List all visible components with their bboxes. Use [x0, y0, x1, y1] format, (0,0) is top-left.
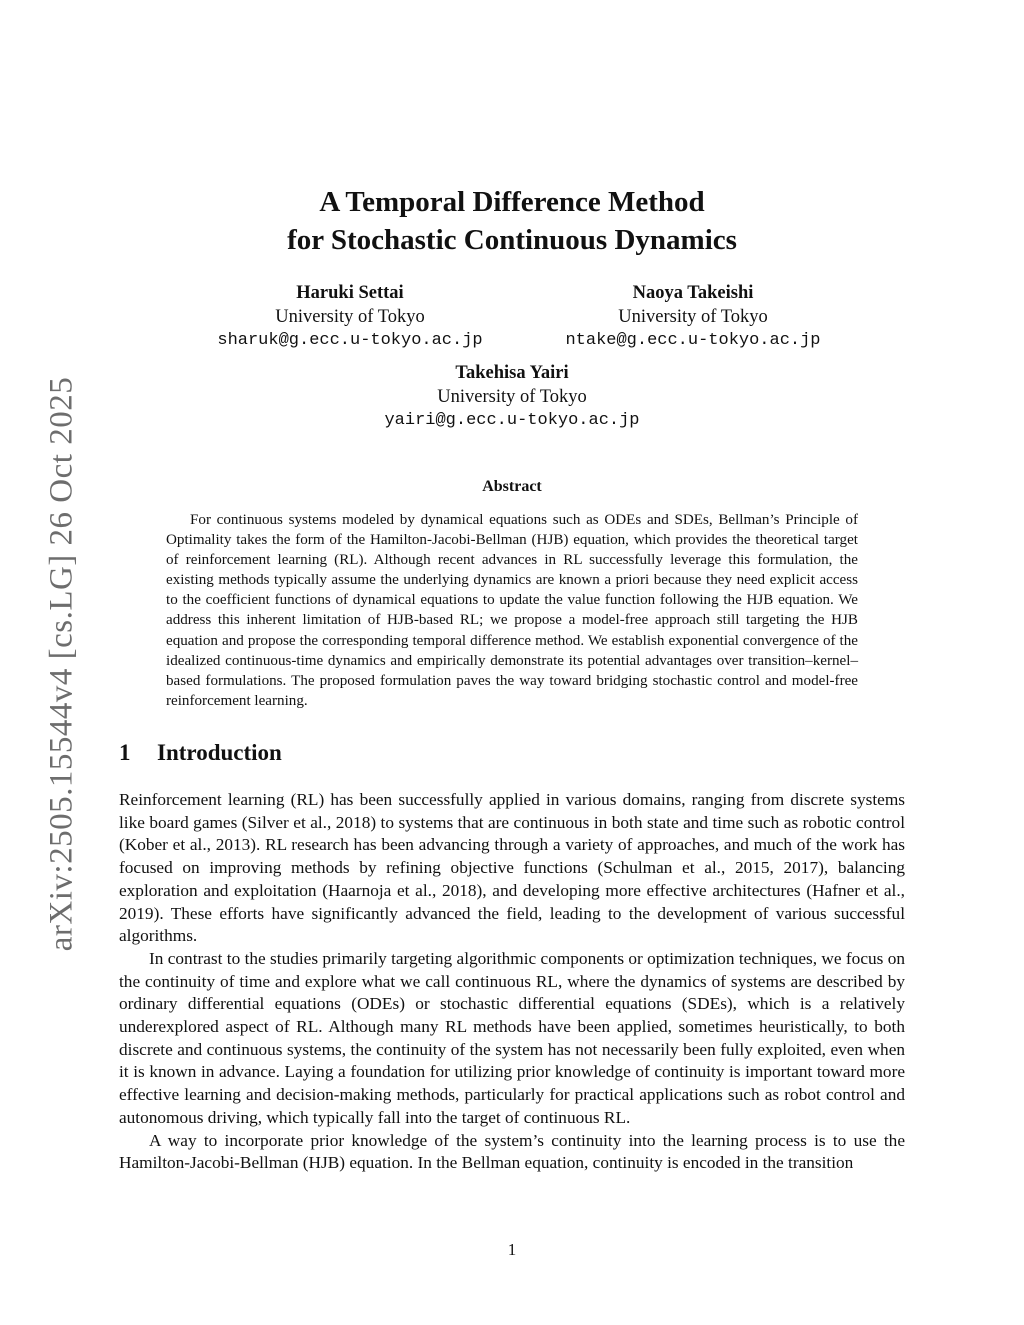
author-email[interactable]: ntake@g.ecc.u-tokyo.ac.jp [565, 331, 821, 350]
author-email[interactable]: yairi@g.ecc.u-tokyo.ac.jp [384, 411, 640, 430]
section-number: 1 [119, 740, 131, 765]
author-name: Naoya Takeishi [632, 283, 754, 303]
section-heading [119, 740, 282, 766]
section-body [119, 789, 905, 1175]
paragraph: Reinforcement learning (RL) has been successfully applied in various domains, ranging from discrete systems like board games (Silver et al., 2018) to systems that are continuous in both state and time such as robotic control (Kober et al., 2013). RL research has been advancing through a variety of approaches, and much of the work has focused on improving methods by refining objective functions (Schulman et al., 2015, 2017), balancing exploration and exploitation (Haarnoja et al., 2018), and developing more effective architectures (Hafner et al., 2019). These efforts have significantly advanced the field, leading to the development of various successful algorithms. [119, 790, 905, 946]
author-name: Haruki Settai [296, 283, 404, 303]
paragraph: A way to incorporate prior knowledge of the system’s continuity into the learning process is to use the Hamilton-Jacobi-Bellman (HJB) equation. In the Bellman equation, continuity is encoded in the transition [119, 1130, 905, 1173]
author-block [170, 281, 530, 353]
arxiv-stamp: arXiv:2505.15544v4 [cs.LG] 26 Oct 2025 [43, 376, 80, 952]
author-block [513, 281, 873, 353]
abstract-text: For continuous systems modeled by dynamical equations such as ODEs and SDEs, Bellman’s Principle of Optimality takes the form of the Hamilton-Jacobi-Bellman (HJB) equation, which provides the theoretical target of reinforcement learning (RL). Although recent advances in RL successfully leverage this formulation, the existing methods typically assume the underlying dynamics are known a priori because they need explicit access to the coefficient functions of dynamical equations to update the value function following the HJB equation. We address this inherent limitation of HJB-based RL; we propose a model-free approach still targeting the HJB equation and propose the corresponding temporal difference method. We establish exponential convergence of the idealized continuous-time dynamics and empirically demonstrate its potential advantages over transition–kernel–based formulations. The proposed formulation paves the way toward bridging stochastic control and model-free reinforcement learning. [166, 512, 858, 709]
paper-title [0, 183, 1024, 259]
section-title: Introduction [157, 740, 282, 765]
author-affiliation: University of Tokyo [618, 307, 768, 327]
title-line-1: A Temporal Difference Method [319, 186, 705, 218]
paragraph: In contrast to the studies primarily targeting algorithmic components or optimization techniques, we focus on the continuity of time and explore what we call continuous RL, where the dynamics of systems are described by ordinary differential equations (ODEs) or stochastic differential equations (SDEs), which is a relatively underexplored aspect of RL. Although many RL methods have been applied, sometimes heuristically, to both discrete and continuous systems, the continuity of the system has not necessarily been fully exploited, even when it is known in advance. Laying a foundation for utilizing prior knowledge of continuity is important toward more effective learning and decision-making methods, particularly for practical applications such as robot control and autonomous driving, which typically fall into the target of continuous RL. [119, 948, 905, 1127]
page-number: 1 [507, 1240, 517, 1259]
author-name: Takehisa Yairi [455, 363, 569, 383]
title-line-2: for Stochastic Continuous Dynamics [287, 224, 737, 256]
abstract-heading: Abstract [482, 478, 542, 495]
author-email[interactable]: sharuk@g.ecc.u-tokyo.ac.jp [217, 331, 483, 350]
author-affiliation: University of Tokyo [275, 307, 425, 327]
author-affiliation: University of Tokyo [437, 387, 587, 407]
author-block [332, 361, 692, 433]
